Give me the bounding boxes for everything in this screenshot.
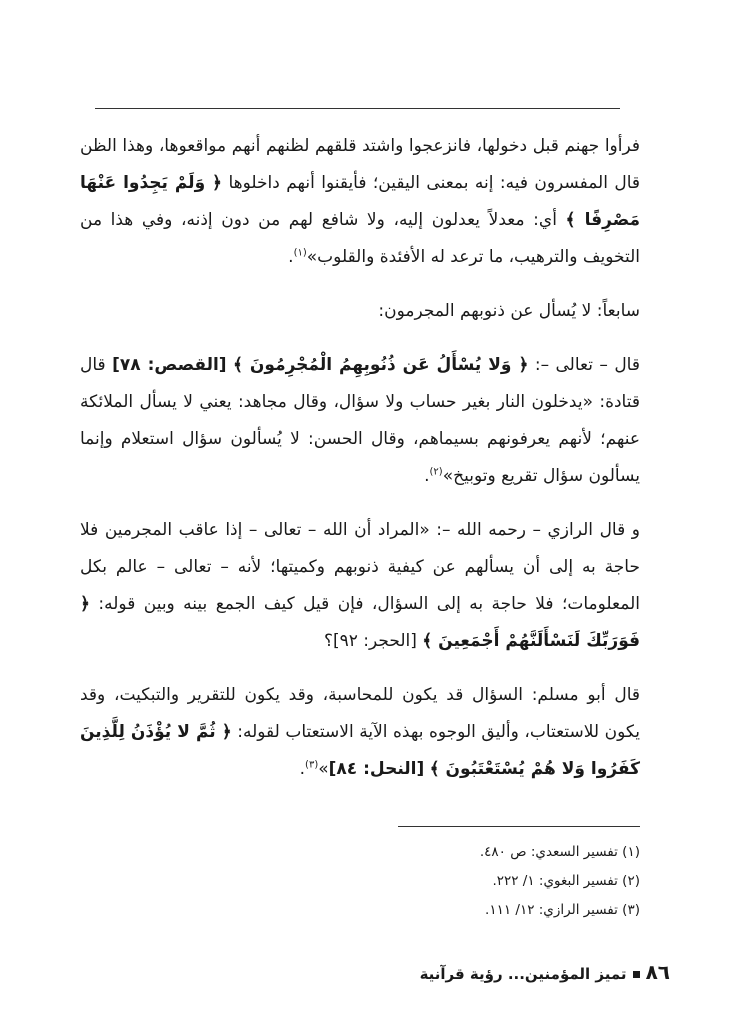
- text-run: سابعاً: لا يُسأل عن ذنوبهم المجرمون:: [378, 301, 640, 321]
- header-rule: [95, 108, 620, 109]
- footnote-2: (٢) تفسير البغوي: ١/ ٢٢٢.: [492, 873, 640, 889]
- quran-verse: ﴿ فَوَرَبِّكَ لَنَسْأَلَنَّهُمْ أَجْمَعِينَ ﴾: [80, 594, 640, 651]
- paragraph-p1: [80, 128, 640, 276]
- text-run: .: [288, 247, 294, 267]
- paragraph-p3: [80, 347, 640, 495]
- quran-verse: ﴿ ثُمَّ لا يُؤْذَنُ لِلَّذِينَ كَفَرُوا وَلا هُمْ يُسْتَعْتَبُونَ ﴾: [80, 722, 640, 779]
- text-run: و قال الرازي – رحمه الله –: «المراد أن الله – تعالى – إذا عاقب المجرمين فلا حاجة به إلى أن يسألهم عن كيفية ذنوبهم وكميتها؛ لأنه – تعالى – عالم بكل المعلومات؛ فلا حاجة به إلى السؤال، فإن قيل كيف الجمع بينه وبين قوله:: [80, 520, 640, 614]
- text-run: .: [424, 466, 430, 486]
- quran-verse: [القصص: ٧٨]: [112, 355, 227, 375]
- main-text: [80, 128, 640, 788]
- footnote-marker: (١): [293, 247, 307, 259]
- text-run: قال أبو مسلم: السؤال قد يكون للمحاسبة، وقد يكون للتقرير والتبكيت، وقد يكون للاستعتاب، وأليق الوجوه بهذه الآية الاستعتاب لقوله:: [80, 685, 641, 742]
- footnote-marker: (٢): [429, 466, 443, 478]
- footnote-marker: (٣): [305, 759, 319, 771]
- running-title: تميز المؤمنين... رؤية قرآنية: [419, 965, 627, 983]
- square-bullet-icon: [633, 971, 640, 978]
- text-run: أي: معدلاً يعدلون إليه، ولا شافع لهم من دون إذنه، وفي هذا من التخويف والترهيب، ما ترعد له الأفئدة والقلوب»: [80, 210, 640, 267]
- quran-verse: ﴿ وَلا يُسْأَلُ عَن ذُنُوبِهِمُ الْمُجْرِمُونَ ﴾: [233, 355, 529, 375]
- text-run: .: [299, 759, 306, 779]
- quran-verse: ﴿ وَلَمْ يَجِدُوا عَنْهَا مَصْرِفًا ﴾: [80, 173, 640, 230]
- footnotes: [300, 838, 640, 925]
- text-run: فرأوا جهنم قبل دخولها، فانزعجوا واشتد قلقهم لظنهم أنهم مواقعوها، وهذا الظن قال المفسرون فيه: إنه بمعنى اليقين؛ فأيقنوا أنهم داخلوها: [80, 136, 640, 193]
- footnote-1: (١) تفسير السعدي: ص ٤٨٠.: [479, 844, 640, 860]
- paragraph-p2: [80, 293, 640, 330]
- paragraph-p4: [80, 512, 640, 660]
- quran-verse: [النحل: ٨٤]: [328, 759, 425, 779]
- text-run: [الحجر: ٩٢]؟: [323, 631, 423, 651]
- footnote-3: (٣) تفسير الرازي: ١٢/ ١١١.: [485, 902, 640, 918]
- text-run: قال – تعالى –:: [528, 355, 640, 375]
- paragraph-p5: [80, 677, 640, 788]
- page-number: ٨٦: [645, 960, 670, 984]
- text-run: »: [318, 759, 329, 779]
- footnote-rule: [398, 826, 640, 827]
- text-run: قال قتادة: «يدخلون النار بغير حساب ولا سؤال، وقال مجاهد: يعني لا يسأل الملائكة عنهم؛ لأنهم يعرفونهم بسيماهم، وقال الحسن: لا يُسألون سؤال استعلام وإنما يسألون سؤال تقريع وتوبيخ»: [80, 355, 640, 486]
- page-footer: [420, 960, 670, 984]
